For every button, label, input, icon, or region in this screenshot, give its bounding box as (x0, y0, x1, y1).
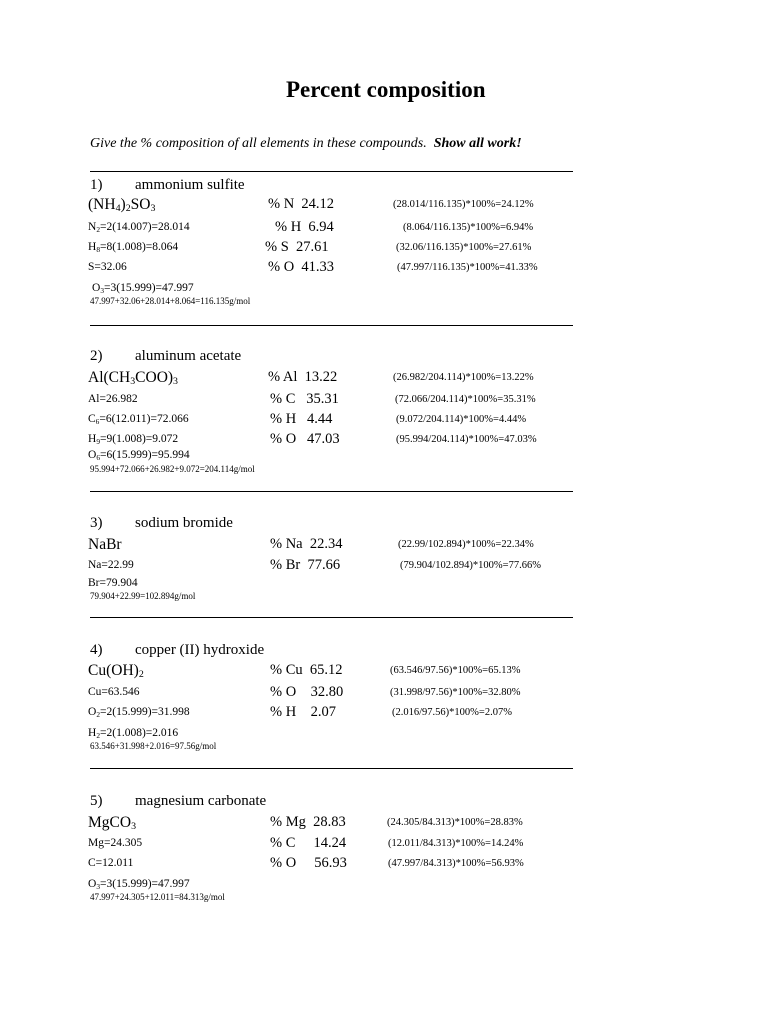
formula-subscript: 2 (125, 203, 131, 214)
page-title: Percent composition (286, 77, 486, 102)
mass-calculation: =3(15.999)=47.997 (100, 878, 190, 890)
formula-subscript: 3 (150, 203, 156, 214)
mass-work-line (88, 687, 140, 699)
compound-name: sodium bromide (135, 515, 233, 531)
mass-work-line (88, 879, 190, 891)
mass-calculation: =6(15.999)=95.994 (100, 449, 190, 461)
atom-count-subscript: 8 (96, 245, 100, 254)
mass-work-line (88, 858, 133, 870)
problem-number: 1) (90, 177, 103, 193)
chemical-formula (88, 537, 122, 553)
formula-subscript: 3 (173, 376, 178, 387)
atom-count-subscript: 9 (96, 437, 100, 446)
divider (90, 617, 573, 618)
formula-part: Al(CH (88, 369, 131, 386)
mass-calculation: =79.904 (99, 577, 138, 589)
problem-number: 5) (90, 793, 103, 809)
divider (90, 768, 573, 769)
percent-result: % H 4.44 (270, 411, 333, 427)
compound-name: aluminum acetate (135, 348, 242, 364)
element-symbol: C (88, 857, 96, 869)
mass-work-line (88, 728, 178, 740)
instructions-emphasis: Show all work! (433, 136, 522, 151)
mass-calculation: =12.011 (95, 857, 134, 869)
element-symbol: S (88, 261, 95, 273)
atom-count-subscript: 3 (100, 286, 104, 295)
mass-work-line (88, 414, 189, 426)
percent-result: % O 56.93 (270, 855, 347, 871)
mass-work-line (88, 838, 142, 850)
element-symbol: H (88, 727, 97, 739)
instructions (90, 137, 522, 151)
percent-calculation: (22.99/102.894)*100%=22.34% (398, 539, 534, 550)
chemical-formula (88, 663, 144, 679)
percent-result: % Mg 28.83 (270, 814, 346, 830)
formula-part: SO (130, 196, 151, 213)
mass-calculation: =2(1.008)=2.016 (100, 727, 179, 739)
percent-result: % O 41.33 (268, 259, 335, 275)
element-symbol: O (88, 878, 97, 890)
mass-calculation: =3(15.999)=47.997 (104, 282, 194, 294)
formula-subscript: 2 (138, 669, 144, 680)
molar-mass-total: 47.997+32.06+28.014+8.064=116.135g/mol (90, 296, 251, 306)
percent-calculation: (8.064/116.135)*100%=6.94% (403, 222, 534, 233)
element-symbol: Mg (88, 837, 104, 849)
mass-calculation: =9(1.008)=9.072 (100, 433, 179, 445)
mass-work-line (88, 450, 190, 462)
molar-mass-total: 79.904+22.99=102.894g/mol (90, 591, 196, 601)
percent-calculation: (32.06/116.135)*100%=27.61% (396, 242, 532, 253)
molar-mass-total: 95.994+72.066+26.982+9.072=204.114g/mol (90, 464, 255, 474)
problem-number: 3) (90, 515, 103, 531)
mass-calculation: =22.99 (101, 559, 134, 571)
mass-calculation: =24.305 (103, 837, 143, 849)
mass-work-line (88, 578, 138, 590)
mass-calculation: =26.982 (99, 393, 138, 405)
percent-calculation: (12.011/84.313)*100%=14.24% (388, 838, 524, 849)
element-symbol: H (88, 241, 97, 253)
element-symbol: N (88, 221, 97, 233)
percent-calculation: (63.546/97.56)*100%=65.13% (390, 665, 521, 676)
formula-part: COO) (135, 369, 174, 386)
mass-calculation: =8(1.008)=8.064 (100, 241, 179, 253)
mass-calculation: =32.06 (94, 261, 127, 273)
percent-result: % C 14.24 (270, 835, 347, 851)
divider (90, 171, 573, 172)
formula-subscript: 3 (131, 821, 137, 832)
percent-calculation: (24.305/84.313)*100%=28.83% (387, 817, 523, 828)
molar-mass-total: 47.997+24.305+12.011=84.313g/mol (90, 892, 225, 902)
element-symbol: C (88, 413, 96, 425)
percent-calculation: (47.997/116.135)*100%=41.33% (397, 262, 538, 273)
percent-result: % O 47.03 (270, 431, 340, 447)
mass-work-line (88, 560, 134, 572)
atom-count-subscript: 3 (96, 882, 100, 891)
percent-result: % Al 13.22 (268, 369, 338, 385)
mass-work-line (88, 242, 178, 254)
divider (90, 491, 573, 492)
mass-calculation: =63.546 (101, 686, 140, 698)
formula-part: NaBr (88, 536, 122, 553)
element-symbol: Cu (88, 686, 102, 698)
mass-work-line (88, 222, 190, 234)
compound-name: ammonium sulfite (135, 177, 245, 193)
mass-work-line (92, 283, 194, 295)
element-symbol: Br (88, 577, 100, 589)
percent-calculation: (9.072/204.114)*100%=4.44% (396, 414, 527, 425)
compound-name: magnesium carbonate (135, 793, 267, 809)
atom-count-subscript: 2 (96, 710, 100, 719)
formula-part: (NH (88, 196, 116, 213)
divider (90, 325, 573, 326)
atom-count-subscript: 2 (96, 731, 100, 740)
percent-result: % Cu 65.12 (270, 662, 343, 678)
percent-calculation: (2.016/97.56)*100%=2.07% (392, 707, 512, 718)
formula-part: ) (120, 196, 126, 213)
percent-calculation: (28.014/116.135)*100%=24.12% (393, 199, 534, 210)
compound-name: copper (II) hydroxide (135, 642, 265, 658)
formula-subscript: 4 (115, 203, 121, 214)
formula-subscript: 3 (130, 376, 136, 387)
mass-calculation: =6(12.011)=72.066 (99, 413, 189, 425)
problem-number: 4) (90, 642, 103, 658)
percent-result: % Br 77.66 (270, 557, 341, 573)
percent-result: % C 35.31 (270, 391, 339, 407)
mass-calculation: =2(15.999)=31.998 (100, 706, 190, 718)
percent-calculation: (79.904/102.894)*100%=77.66% (400, 560, 541, 571)
percent-result: % S 27.61 (265, 239, 329, 255)
element-symbol: Na (88, 559, 102, 571)
percent-calculation: (26.982/204.114)*100%=13.22% (393, 372, 534, 383)
percent-result: % N 24.12 (268, 196, 335, 212)
percent-calculation: (95.994/204.114)*100%=47.03% (396, 434, 537, 445)
percent-result: % O 32.80 (270, 684, 344, 700)
chemical-formula (88, 815, 136, 831)
percent-calculation: (72.066/204.114)*100%=35.31% (395, 394, 536, 405)
atom-count-subscript: 2 (96, 225, 100, 234)
percent-result: % H 2.07 (270, 704, 337, 720)
atom-count-subscript: 6 (96, 453, 100, 462)
molar-mass-total: 63.546+31.998+2.016=97.56g/mol (90, 741, 217, 751)
mass-work-line (88, 707, 190, 719)
percent-result: % H 6.94 (275, 219, 334, 235)
mass-work-line (88, 434, 178, 446)
element-symbol: O (88, 449, 97, 461)
mass-work-line (88, 394, 138, 406)
mass-calculation: =2(14.007)=28.014 (100, 221, 190, 233)
problem-number: 2) (90, 348, 103, 364)
formula-part: Cu(OH) (88, 662, 139, 679)
instructions-text: Give the % composition of all elements in these compounds. (90, 136, 427, 151)
percent-calculation: (31.998/97.56)*100%=32.80% (390, 687, 521, 698)
element-symbol: H (88, 433, 97, 445)
element-symbol: O (92, 282, 101, 294)
percent-calculation: (47.997/84.313)*100%=56.93% (388, 858, 524, 869)
element-symbol: O (88, 706, 97, 718)
element-symbol: Al (88, 393, 100, 405)
percent-result: % Na 22.34 (270, 536, 343, 552)
chemical-formula (88, 197, 155, 213)
mass-work-line (88, 262, 127, 274)
atom-count-subscript: 6 (95, 417, 100, 426)
formula-part: MgCO (88, 814, 132, 831)
chemical-formula (88, 370, 178, 386)
